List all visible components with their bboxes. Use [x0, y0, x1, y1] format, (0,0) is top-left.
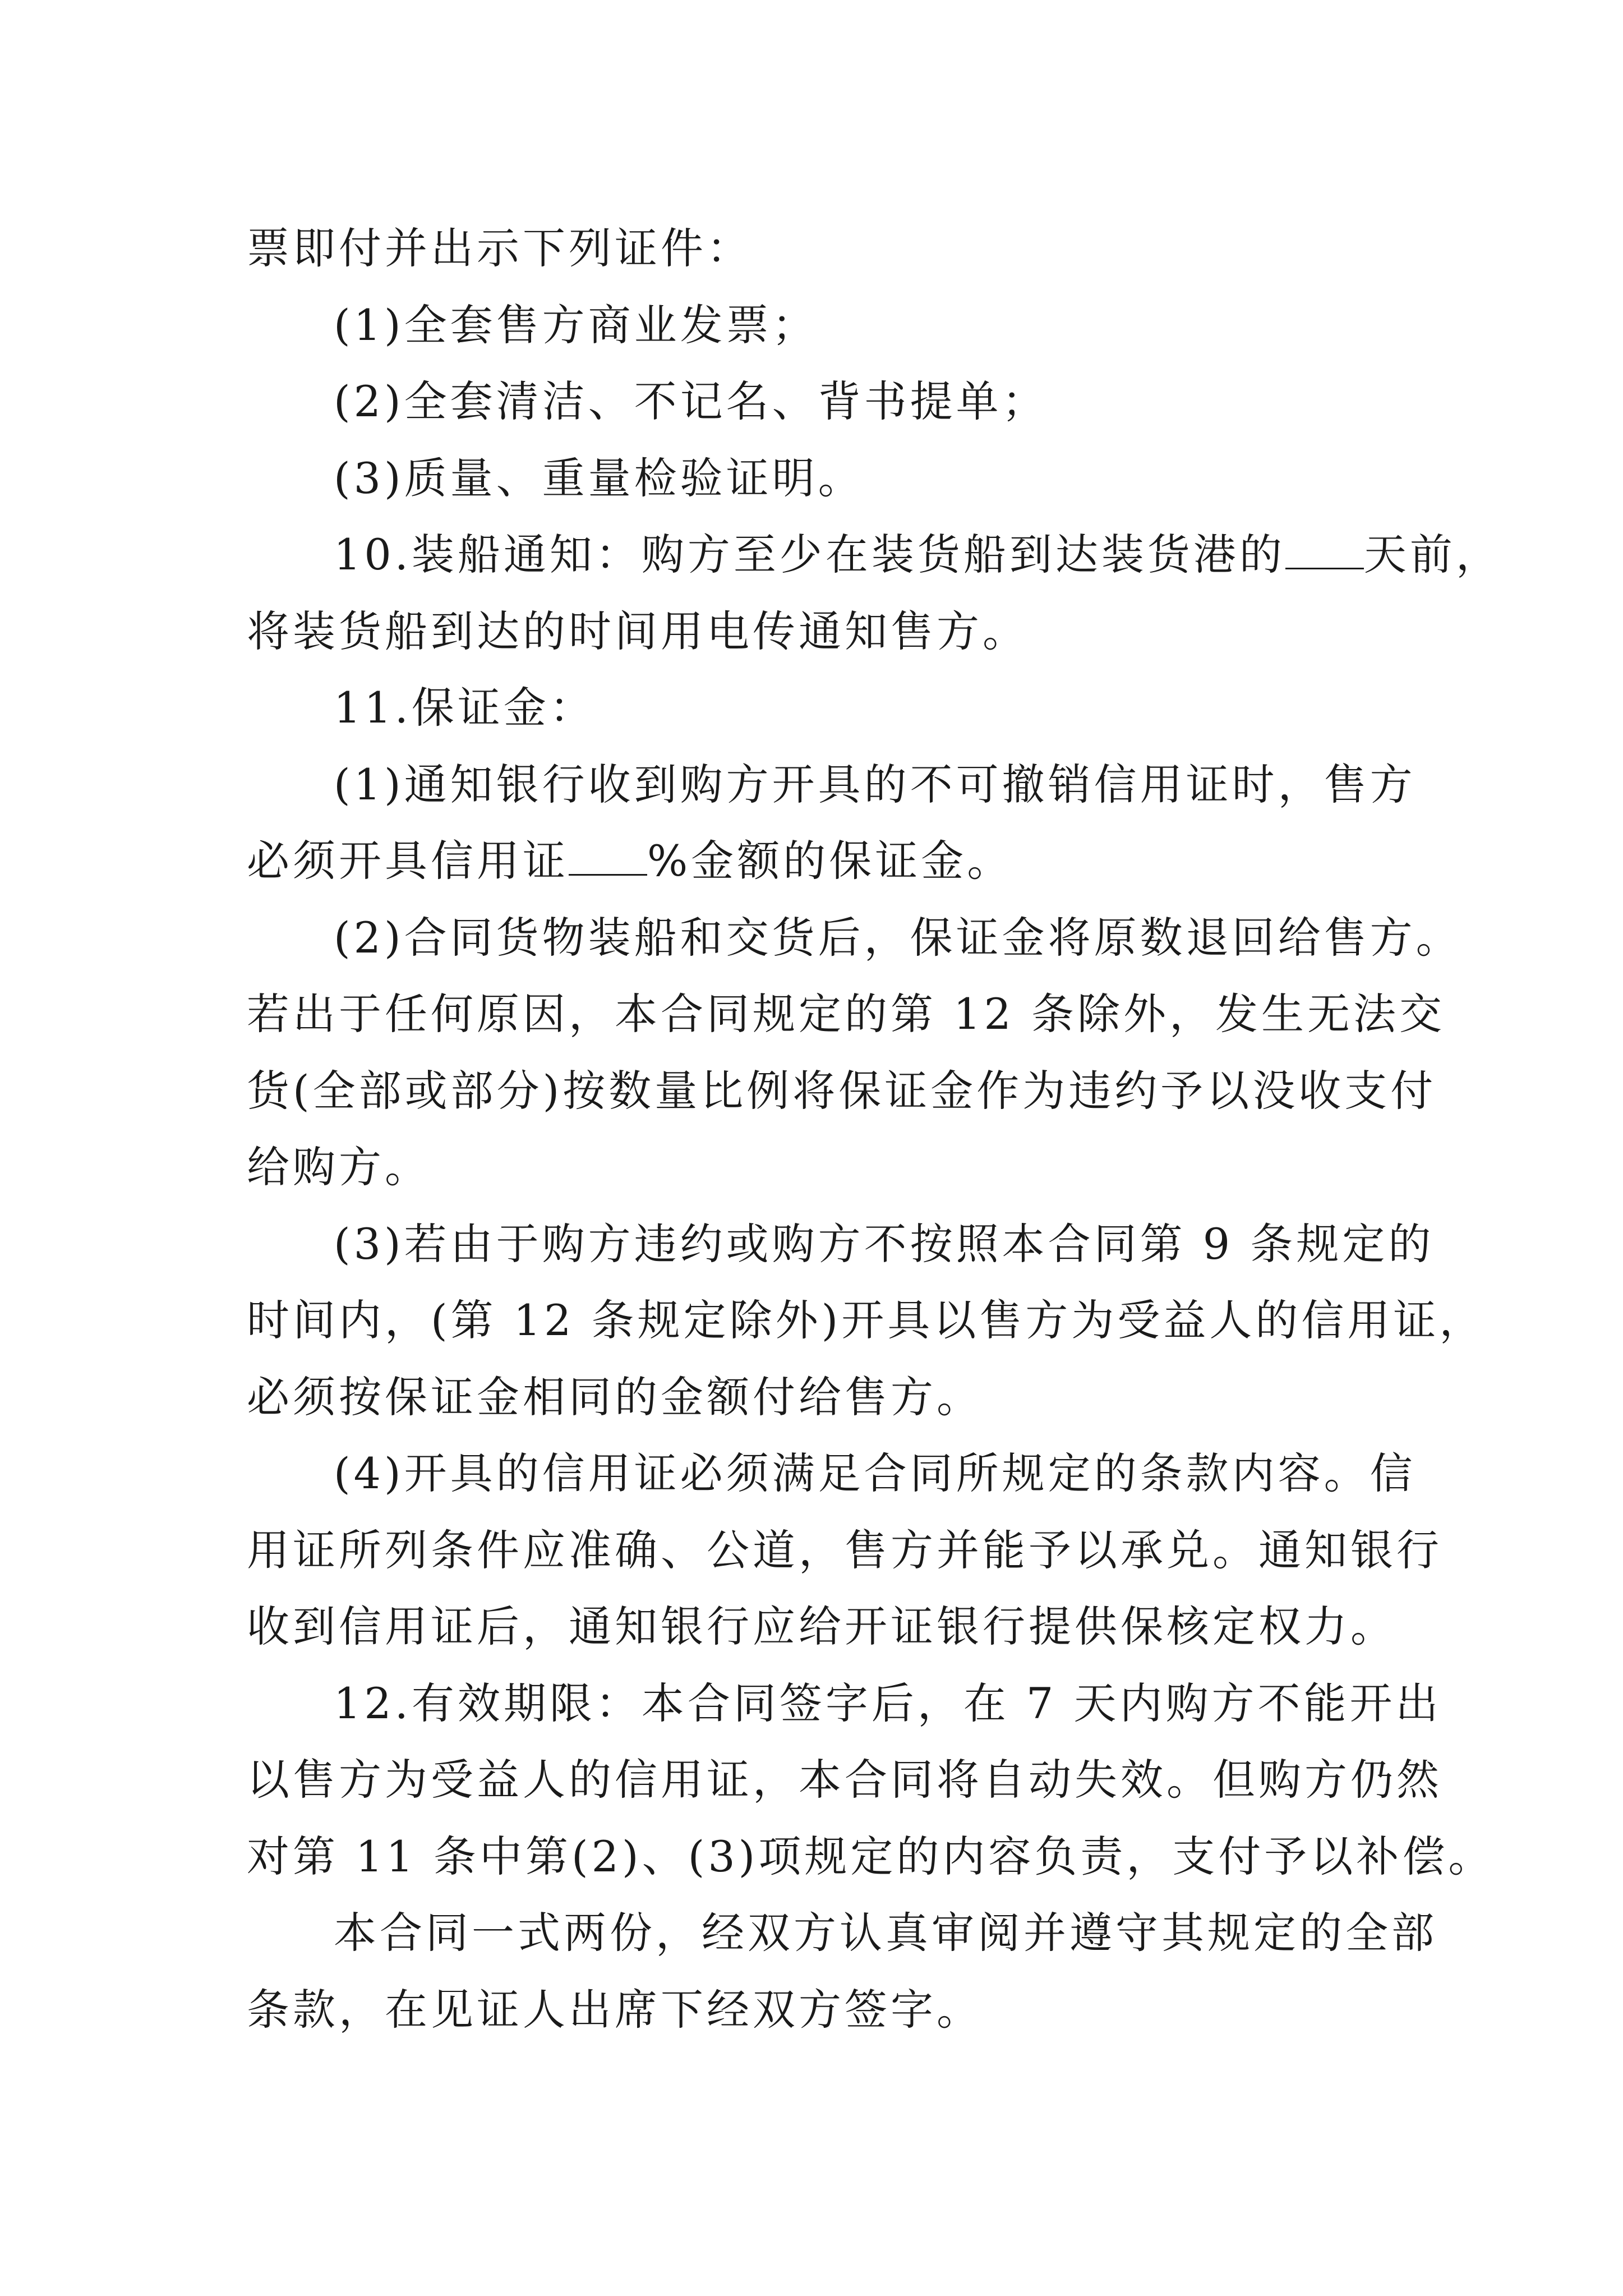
- clause-10-text: 10.装船通知：购方至少在装货船到达装货港的: [334, 530, 1285, 579]
- clause-11-item-4: (4)开具的信用证必须满足合同所规定的条款内容。信: [334, 1448, 1416, 1498]
- text-line: 条款，在见证人出席下经双方签字。: [247, 1984, 983, 2035]
- text-line: 收到信用证后，通知银行应给开证银行提供保核定权力。: [247, 1602, 1396, 1651]
- text-line: 将装货船到达的时间用电传通知售方。: [247, 606, 1029, 656]
- text-line: 货(全部或部分)按数量比例将保证金作为违约予以没收支付: [247, 1065, 1437, 1116]
- clause-10-shipping-notice: [247, 517, 1502, 593]
- clause-11-item-2: (2)合同货物装船和交货后，保证金将原数退回给售方。: [334, 912, 1462, 963]
- item-invoice: (1)全套售方商业发票；: [334, 300, 818, 350]
- fill-in-blank: [569, 835, 647, 876]
- clause-11-item-1: (1)通知银行收到购方开具的不可撤销信用证时，售方: [334, 759, 1416, 809]
- text-line: 必须按保证金相同的金额付给售方。: [247, 1372, 983, 1422]
- text-line: 给购方。: [247, 1142, 431, 1192]
- clause-11-item-3: (3)若由于购方违约或购方不按照本合同第 9 条规定的: [334, 1218, 1435, 1269]
- clause-11-text: 必须开具信用证: [247, 836, 569, 886]
- text-line: 对第 11 条中第(2)、(3)项规定的内容负责，支付予以补偿。: [247, 1831, 1495, 1881]
- text-line: 时间内，(第 12 条规定除外)开具以售方为受益人的信用证，: [247, 1295, 1486, 1345]
- text-line: 以售方为受益人的信用证，本合同将自动失效。但购方仍然: [247, 1755, 1442, 1805]
- clause-11-text-end: %金额的保证金。: [647, 836, 1013, 886]
- item-bill-of-lading: (2)全套清洁、不记名、背书提单；: [334, 376, 1048, 426]
- item-inspection-certificate: (3)质量、重量检验证明。: [334, 453, 864, 503]
- text-line: 若出于任何原因，本合同规定的第 12 条除外，发生无法交: [247, 989, 1446, 1039]
- closing-paragraph: 本合同一式两份，经双方认真审阅并遵守其规定的全部: [334, 1908, 1437, 1958]
- fill-in-blank: [1285, 528, 1364, 569]
- text-line: 用证所列条件应准确、公道，售方并能予以承兑。通知银行: [247, 1525, 1442, 1575]
- document-page: [247, 210, 1502, 2048]
- clause-11-item-1-cont: [247, 823, 1396, 900]
- clause-12-validity: 12.有效期限：本合同签字后，在 7 天内购方不能开出: [334, 1678, 1442, 1728]
- clause-11-heading: 11.保证金：: [334, 683, 596, 733]
- text-line: 票即付并出示下列证件：: [247, 223, 753, 273]
- clause-10-text-end: 天前，: [1363, 530, 1502, 579]
